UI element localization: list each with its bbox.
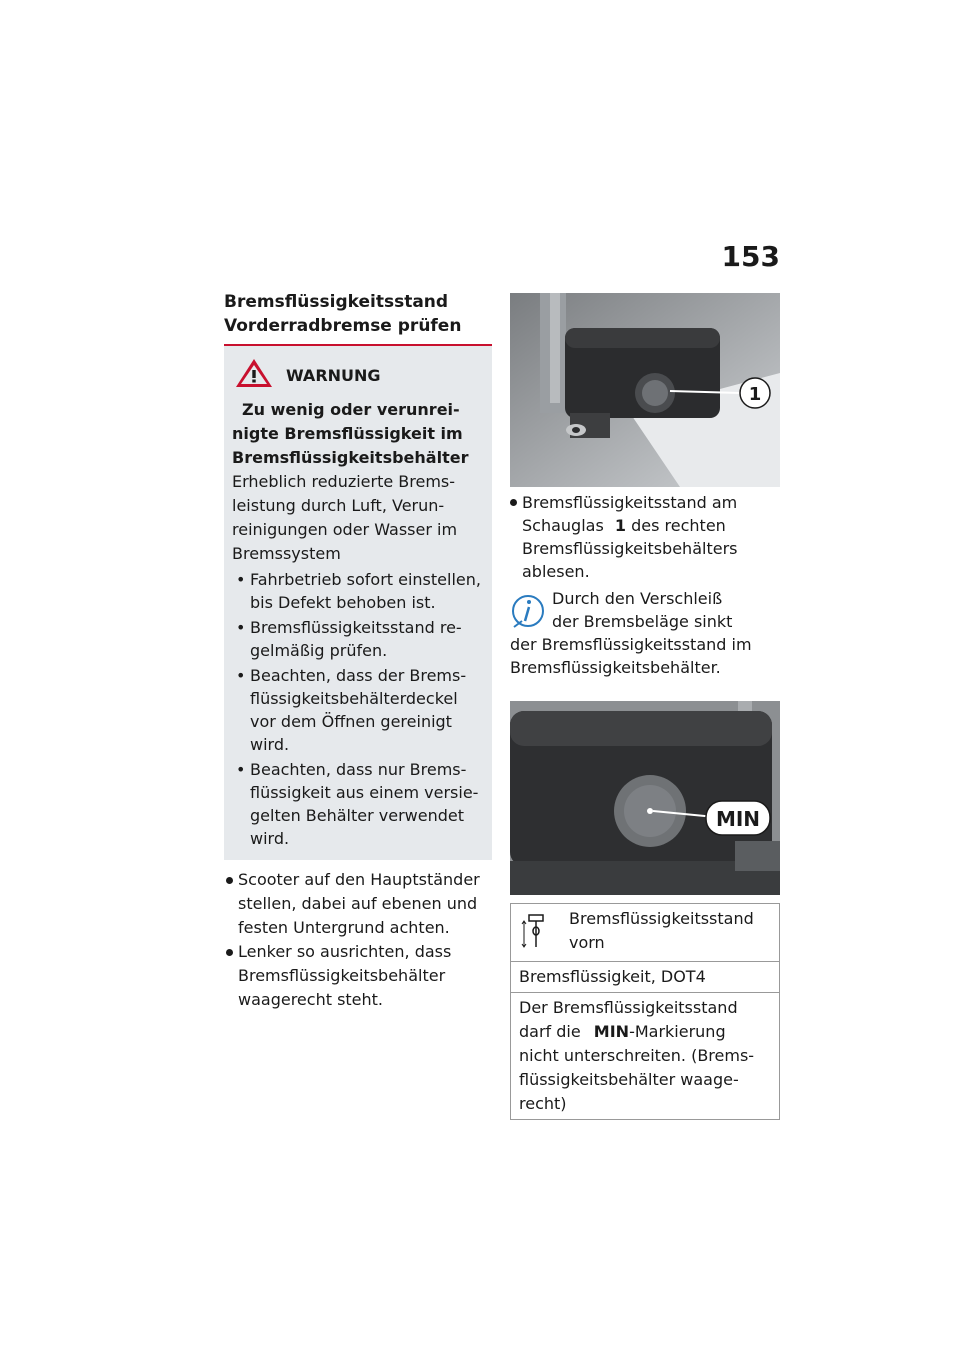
step-callout-ref: 1 — [614, 516, 627, 535]
warning-box — [224, 346, 492, 860]
warning-heading-line: nigte Bremsflüssigkeit im — [232, 424, 463, 443]
bullet-line: wird. — [250, 735, 290, 754]
step-line: Scooter auf den Hauptständer — [238, 870, 480, 889]
warning-heading-line: Bremsflüssigkeitsbehälter — [232, 448, 469, 467]
spec-header — [511, 904, 779, 961]
warning-text-line: leistung durch Luft, Verun- — [232, 496, 445, 515]
info-line: Bremsflüssigkeitsbehälter. — [510, 658, 721, 677]
step-text: des rechten — [631, 516, 726, 535]
step-line: waagerecht steht. — [238, 990, 384, 1009]
section-title — [224, 290, 492, 338]
page-number: 153 — [721, 240, 780, 273]
spec-rule — [511, 992, 779, 1119]
warning-triangle-icon — [234, 357, 274, 393]
bullet-line: vor dem Öffnen gereinigt — [250, 712, 452, 731]
warning-header — [232, 358, 484, 392]
brake-fluid-icon — [519, 907, 551, 958]
spec-title — [561, 907, 754, 955]
warning-bullet — [232, 616, 484, 662]
bullet-line: • Beachten, dass der Brems- — [250, 666, 467, 685]
step-line: ablesen. — [522, 562, 590, 581]
step-line: Lenker so ausrichten, dass — [238, 942, 452, 961]
info-line: der Bremsflüssigkeitsstand im — [510, 635, 752, 654]
warning-text-line: reinigungen oder Wasser im — [232, 520, 458, 539]
step-line: festen Untergrund achten. — [238, 918, 450, 937]
bullet-line: wird. — [250, 829, 290, 848]
spec-rule-text: darf die — [519, 1022, 581, 1041]
spec-rule-line: Der Bremsflüssigkeitsstand — [519, 998, 738, 1017]
procedure-steps — [224, 868, 492, 1012]
bullet-line: • Bremsflüssigkeitsstand re- — [250, 618, 462, 637]
left-column — [224, 290, 492, 1012]
warning-text-line: Erheblich reduzierte Brems- — [232, 472, 456, 491]
warning-bullet — [232, 758, 484, 850]
bullet-line: • Beachten, dass nur Brems- — [250, 760, 467, 779]
bullet-line: gelmäßig prüfen. — [250, 641, 388, 660]
spec-rule-line: nicht unterschreiten. (Brems- — [519, 1046, 755, 1065]
warning-bullet — [232, 568, 484, 614]
min-label: MIN — [715, 807, 761, 831]
bullet-line: gelten Behälter verwendet — [250, 806, 465, 825]
spec-rule-line: flüssigkeitsbehälter waage- — [519, 1070, 739, 1089]
step-line: Bremsflüssigkeitsbehälter — [238, 966, 446, 985]
section-title-line: Bremsflüssigkeitsstand — [224, 292, 449, 312]
bullet-line: flüssigkeit aus einem versie- — [250, 783, 479, 802]
step-line: stellen, dabei auf ebenen und — [238, 894, 478, 913]
procedure-step — [224, 940, 492, 1012]
bullet-line: • Fahrbetrieb sofort einstellen, — [250, 570, 481, 589]
spec-rule-text: -Markierung — [629, 1022, 726, 1041]
warning-heading-line: Zu wenig oder verunrei- — [242, 400, 460, 419]
info-line: der Bremsbeläge sinkt — [552, 612, 733, 631]
step-text: Schauglas — [522, 516, 604, 535]
spec-fluid: Bremsflüssigkeit, DOT4 — [511, 961, 779, 992]
warning-text — [232, 470, 484, 566]
spec-rule-line: recht) — [519, 1094, 567, 1113]
section-title-line: Vorderradbremse prüfen — [224, 316, 462, 336]
bullet-line: bis Defekt behoben ist. — [250, 593, 436, 612]
info-line: Durch den Verschleiß — [552, 589, 723, 608]
step-line: Bremsflüssigkeitsstand am — [522, 493, 738, 512]
step-line: Bremsflüssigkeitsbehälters — [522, 539, 738, 558]
min-mark-photo — [510, 701, 780, 895]
spec-title-line: Bremsflüssigkeitsstand — [569, 909, 754, 928]
info-icon — [510, 589, 546, 635]
procedure-step — [224, 868, 492, 940]
callout-number: 1 — [748, 384, 762, 405]
reading-step — [510, 491, 780, 583]
spec-title-line: vorn — [569, 933, 605, 952]
bullet-line: flüssigkeitsbehälterdeckel — [250, 689, 458, 708]
step-line — [522, 514, 780, 537]
min-mark-ref: MIN — [593, 1022, 630, 1041]
right-column — [510, 293, 780, 1120]
spec-table — [510, 903, 780, 1120]
spec-rule-line — [519, 1020, 771, 1044]
info-note — [510, 587, 780, 679]
warning-bullet — [232, 664, 484, 756]
warning-heading — [232, 398, 484, 470]
reservoir-photo — [510, 293, 780, 487]
warning-label: WARNUNG — [286, 365, 381, 385]
warning-text-line: Bremssystem — [232, 544, 341, 563]
